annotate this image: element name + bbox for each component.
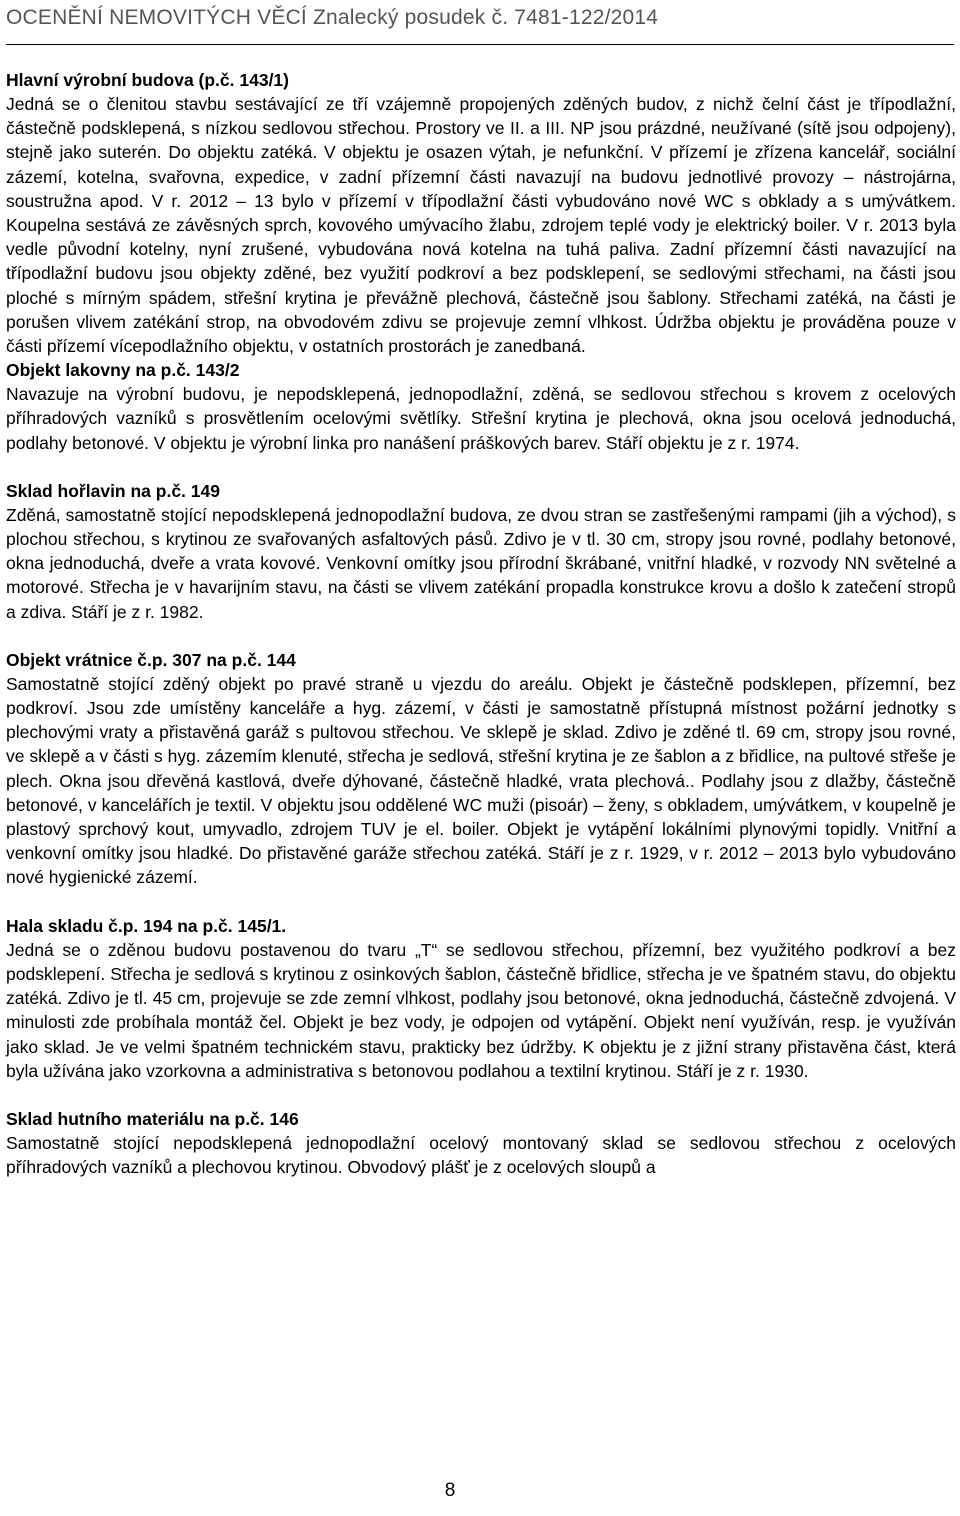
section-text: Samostatně stojící zděný objekt po pravé straně u vjezdu do areálu. Objekt je částečně podsklepen, přízemní, bez podkroví. Jsou zde umístěny kanceláře a hyg. zázemí, v části je samostatně přístupná místnost požární jednotky s plechovými vraty a přistavěná garáž s pultovou střechou. Ve sklepě je sklad. Zdivo je zděné tl. 69 cm, stropy jsou rovné, ve sklepě a v části s hyg. zázemím klenuté, střecha je sedlová, střešní krytina je ze šablon a z břidlice, na pultové střeše je plech. Okna jsou dřevěná kastlová, dveře dýhované, částečně hladké, vrata plechová.. Podlahy jsou z dlažby, částečně betonové, v kancelářích je textil. V objektu jsou oddělené WC muži (pisoár) – ženy, s obkladem, umývátkem, v koupelně je plastový sprchový kout, umyvadlo, zdrojem TUV je el. boiler. Objekt je vytápění lokálními plynovými topidly. Vnitřní a venkovní omítky jsou hladké. Do přistavěné garáže střechou zatéká. Stáří je z r. 1929, v r. 2012 – 2013 bylo vybudováno nové hygienické zázemí.	[6, 673, 956, 888]
section-main-building	[6, 68, 956, 358]
document-body	[6, 68, 956, 1179]
paragraph-spacer	[6, 624, 956, 648]
section-flammables-warehouse	[6, 479, 956, 624]
section-metal-warehouse	[6, 1107, 956, 1179]
section-warehouse-hall	[6, 914, 956, 1083]
paragraph-spacer	[6, 455, 956, 479]
section-gatehouse	[6, 648, 956, 890]
section-text: Jedná se o členitou stavbu sestávající ze tří vzájemně propojených zděných budov, z nichž čelní část je třípodlažní, částečně podsklepená, s nízkou sedlovou střechou. Prostory ve II. a III. NP jsou prázdné, neužívané (sítě jsou odpojeny), stejně jako suterén. Do objektu zatéká. V objektu je osazen výtah, je nefunkční. V přízemí je zřízena kancelář, sociální zázemí, kotelna, svařovna, expedice, v zadní přízemní části navazují na budovu jednotlivé provozy – nástrojárna, soustružna apod. V r. 2012 – 13 bylo v přízemí v třípodlažní části vybudováno nové WC s obklady a s umývátkem. Koupelna sestává ze závěsných sprch, kovového umývacího žlabu, zdrojem teplé vody je elektrický boiler. V r. 2013 byla vedle původní kotelny, nyní zrušené, vybudována nová kotelna na tuhá paliva. Zadní přízemní části navazující na třípodlažní budovu jsou objekty zděné, bez využití podkroví a bez podsklepení, se sedlovými střechami, na části jsou ploché s mírným spádem, střešní krytina je převážně plechová, částečně jsou šablony. Střechami zatéká, na části je porušen vlivem zatékání strop, na obvodovém zdivu se projevuje zemní vlhkost. Údržba objektu je prováděna pouze v části přízemí vícepodlažního objektu, v ostatních prostorách je zanedbaná.	[6, 94, 956, 357]
page-number: 8	[444, 1480, 456, 1501]
document-header	[6, 4, 954, 45]
paragraph-spacer	[6, 1083, 956, 1107]
section-paint-shop	[6, 358, 956, 455]
section-text: Zděná, samostatně stojící nepodsklepená jednopodlažní budova, ze dvou stran se zastřešenými rampami (jih a východ), s plochou střechou, s krytinou ze svařovaných asfaltových pásů. Zdivo je v tl. 30 cm, stropy jsou rovné, podlahy betonové, okna jednoduchá, dveře a vrata kovové. Venkovní omítky jsou přírodní škrábané, vnitřní hladké, v rozvody NN světelné a motorové. Střecha je v havarijním stavu, na části se vlivem zatékání propadla konstrukce krovu a došlo k zatečení stropů a zdiva. Stáří je z r. 1982.	[6, 504, 956, 622]
section-title: Objekt lakovny na p.č. 143/2	[6, 360, 240, 381]
section-title: Sklad hutního materiálu na p.č. 146	[6, 1108, 299, 1129]
section-title: Sklad hořlavin na p.č. 149	[6, 480, 220, 501]
section-title: Hlavní výrobní budova (p.č. 143/1)	[6, 70, 289, 90]
header-title: OCENĚNÍ NEMOVITÝCH VĚCÍ Znalecký posudek č. 7481-122/2014	[6, 6, 659, 29]
paragraph-spacer	[6, 890, 956, 914]
section-text: Navazuje na výrobní budovu, je nepodsklepená, jednopodlažní, zděná, se sedlovou střechou s krovem z ocelových příhradových vazníků s prosvětlením ocelovými světlíky. Střešní krytina je plechová, okna jsou ocelová jednoduchá, podlahy betonové. V objektu je výrobní linka pro nanášení práškových barev. Stáří objektu je z r. 1974.	[6, 384, 956, 453]
section-text: Jedná se o zděnou budovu postavenou do tvaru „T“ se sedlovou střechou, přízemní, bez využitého podkroví a bez podsklepení. Střecha je sedlová s krytinou z osinkových šablon, částečně břidlice, střecha je ve špatném stavu, do objektu zatéká. Zdivo je tl. 45 cm, projevuje se zde zemní vlhkost, podlahy jsou betonové, okna jednoduchá, částečně zdvojená. V minulosti zde probíhala montáž čel. Objekt je bez vody, je odpojen od vytápění. Objekt není využíván, resp. je využíván jako sklad. Je ve velmi špatném technickém stavu, prakticky bez údržby. K objektu je z jižní strany přistavěna část, která byla užívána jako vzorkovna a administrativa s betonovou podlahou a textilní krytinou. Stáří je z r. 1930.	[6, 939, 956, 1081]
section-title: Objekt vrátnice č.p. 307 na p.č. 144	[6, 649, 296, 670]
section-title: Hala skladu č.p. 194 na p.č. 145/1.	[6, 915, 287, 936]
section-text: Samostatně stojící nepodsklepená jednopodlažní ocelový montovaný sklad se sedlovou střechou z ocelových příhradových vazníků a plechovou krytinou. Obvodový plášť je z ocelových sloupů a	[6, 1132, 956, 1178]
